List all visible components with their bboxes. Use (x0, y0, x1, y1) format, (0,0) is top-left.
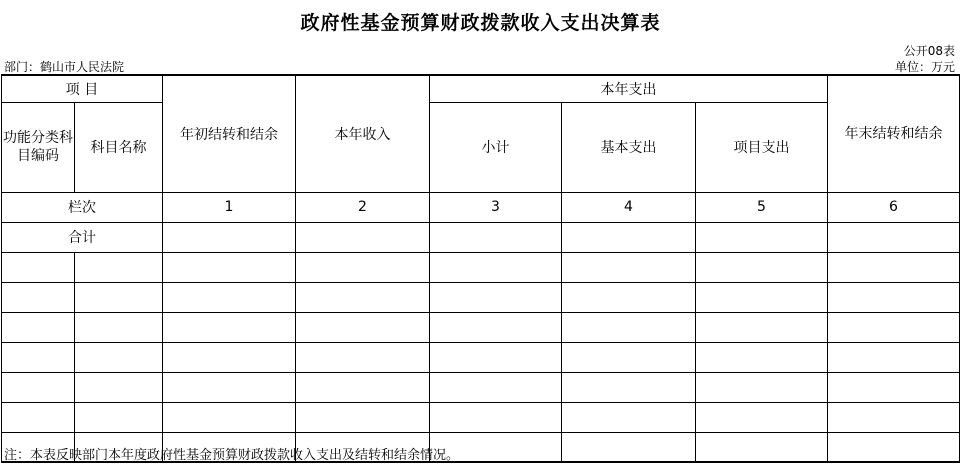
header-opening-balance: 年初结转和结余 (163, 75, 296, 192)
table-cell (696, 432, 828, 462)
column-index-3: 3 (430, 192, 562, 222)
table-row (2, 342, 960, 372)
total-row (2, 222, 960, 252)
fund-budget-table (1, 74, 960, 463)
table-cell (163, 282, 296, 312)
table-cell (2, 402, 75, 432)
table-cell (75, 372, 163, 402)
table-cell (562, 252, 696, 282)
table-row (2, 252, 960, 282)
department-label: 部门：鹤山市人民法院 (4, 60, 125, 74)
table-cell (296, 282, 430, 312)
table-cell (562, 282, 696, 312)
column-index-label: 栏次 (2, 192, 163, 222)
header-current-income: 本年收入 (296, 75, 430, 192)
table-cell (2, 312, 75, 342)
table-cell (430, 282, 562, 312)
table-cell (696, 282, 828, 312)
form-number: 公开08表 (903, 44, 955, 58)
total-cell (296, 222, 430, 252)
table-cell (163, 342, 296, 372)
table-cell (75, 252, 163, 282)
table-cell (75, 402, 163, 432)
column-index-1: 1 (163, 192, 296, 222)
table-cell (296, 402, 430, 432)
table-row (2, 282, 960, 312)
table-cell (828, 252, 960, 282)
column-index-5: 5 (696, 192, 828, 222)
table-cell (562, 342, 696, 372)
header-current-expense-group: 本年支出 (430, 75, 828, 102)
table-cell (562, 432, 696, 462)
column-index-6: 6 (828, 192, 960, 222)
table-cell (296, 252, 430, 282)
total-cell (430, 222, 562, 252)
table-cell (75, 342, 163, 372)
table-cell (828, 342, 960, 372)
header-subtotal: 小计 (430, 102, 562, 192)
table-cell (828, 282, 960, 312)
table-row (2, 372, 960, 402)
header-subject-name: 科目名称 (75, 102, 163, 192)
header-closing-balance: 年末结转和结余 (828, 75, 960, 192)
table-cell (696, 252, 828, 282)
footnote: 注：本表反映部门本年度政府性基金预算财政拨款收入支出及结转和结余情况。 (4, 448, 460, 463)
header-row-1 (2, 75, 960, 102)
total-cell (163, 222, 296, 252)
table-row (2, 312, 960, 342)
column-index-row (2, 192, 960, 222)
table-cell (430, 402, 562, 432)
table-row (2, 402, 960, 432)
column-index-4: 4 (562, 192, 696, 222)
table-cell (296, 372, 430, 402)
table-cell (696, 372, 828, 402)
table-cell (562, 402, 696, 432)
table-cell (430, 372, 562, 402)
total-cell (562, 222, 696, 252)
table-cell (75, 312, 163, 342)
column-index-2: 2 (296, 192, 430, 222)
table-cell (2, 342, 75, 372)
table-cell (163, 312, 296, 342)
unit-label: 单位：万元 (894, 60, 955, 74)
total-cell (828, 222, 960, 252)
table-cell (163, 372, 296, 402)
table-cell (828, 372, 960, 402)
table-cell (828, 402, 960, 432)
table-cell (696, 342, 828, 372)
table-cell (296, 342, 430, 372)
header-item-group: 项 目 (2, 75, 163, 102)
table-cell (296, 312, 430, 342)
header-func-code: 功能分类科目编码 (2, 102, 75, 192)
total-label: 合计 (2, 222, 163, 252)
table-cell (430, 252, 562, 282)
table-cell (2, 252, 75, 282)
table-cell (163, 402, 296, 432)
table-cell (163, 252, 296, 282)
header-project-expense: 项目支出 (696, 102, 828, 192)
table-cell (696, 312, 828, 342)
table-cell (75, 282, 163, 312)
table-cell (430, 312, 562, 342)
table-cell (2, 282, 75, 312)
table-cell (828, 432, 960, 462)
header-basic-expense: 基本支出 (562, 102, 696, 192)
report-title: 政府性基金预算财政拨款收入支出决算表 (300, 12, 661, 34)
table-cell (430, 342, 562, 372)
header-row-2 (2, 102, 960, 192)
table-cell (562, 372, 696, 402)
table-cell (562, 312, 696, 342)
table-cell (696, 402, 828, 432)
table-cell (828, 312, 960, 342)
total-cell (696, 222, 828, 252)
table-cell (2, 372, 75, 402)
